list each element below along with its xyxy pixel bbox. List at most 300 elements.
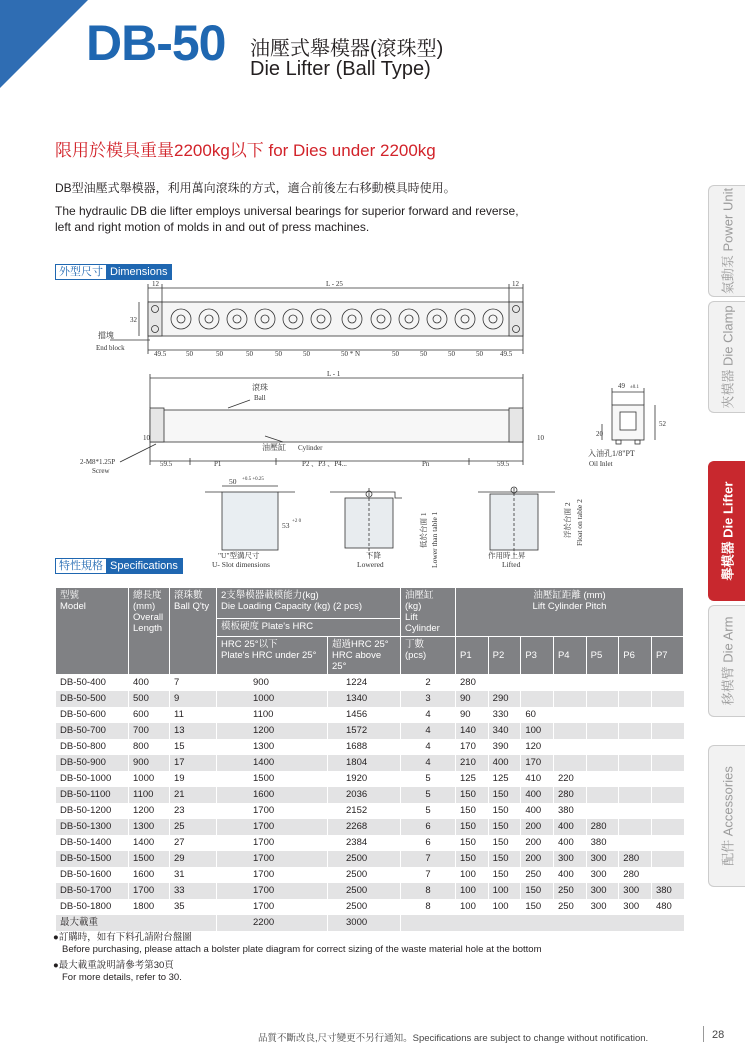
side-pmid: P2 、P3 、P4... [302,460,347,468]
th-hrc: 模板硬度 Plate's HRC [217,618,401,636]
table-cell [586,723,619,739]
table-cell [586,739,619,755]
th-model: 型號 Model [56,588,129,675]
th-p6: P6 [619,637,652,675]
table-cell: 150 [488,803,521,819]
side-tab-power-unit[interactable]: 氣動泵 Power Unit [708,185,745,297]
table-cell: 400 [521,787,554,803]
screw-label-en: Screw [92,467,110,475]
table-cell: 2036 [328,787,401,803]
table-cell: 100 [488,883,521,899]
table-cell: 1500 [217,771,328,787]
section-specifications-label [55,558,183,574]
table-cell [619,707,652,723]
table-cell: 9 [170,691,217,707]
table-cell: 1572 [328,723,401,739]
table-row [56,675,684,692]
table-cell: 31 [170,867,217,883]
cylinder-label-zh: 油壓缸 [262,443,286,452]
table-cell: 250 [553,899,586,915]
table-cell [586,675,619,692]
th-p4: P4 [553,637,586,675]
table-cell [651,739,683,755]
table-row [56,771,684,787]
table-cell: DB-50-1800 [56,899,129,915]
oil-inlet-en: Oil Inlet [589,460,613,468]
table-row [56,851,684,867]
pitch-50-i: 50 [476,350,483,358]
table-cell: 100 [521,723,554,739]
table-cell: 150 [521,883,554,899]
table-cell: 2500 [328,851,401,867]
section-dimensions-en: Dimensions [106,265,171,279]
table-cell [651,691,683,707]
table-cell: 1688 [328,739,401,755]
pitch-50-h: 50 [448,350,455,358]
pitch-50-b: 50 [216,350,223,358]
lowered-side-zh: 低於台面 1 [419,512,428,548]
th-p1: P1 [456,637,489,675]
table-cell: 1100 [217,707,328,723]
table-cell [619,755,652,771]
dim-l25: L - 25 [326,280,343,288]
table-cell: 410 [521,771,554,787]
table-cell [651,723,683,739]
table-cell: 1804 [328,755,401,771]
dim-12-right: 12 [512,280,519,288]
table-cell: DB-50-1200 [56,803,129,819]
table-cell: 300 [586,851,619,867]
table-cell: 900 [129,755,170,771]
table-cell: DB-50-900 [56,755,129,771]
slot-height: 53 [282,521,290,530]
side-tab-accessories[interactable]: 配件 Accessories [708,745,745,887]
table-cell [553,691,586,707]
th-capacity: 2支舉模器載模能力(kg) Die Loading Capacity (kg) (2 pcs) [217,588,401,619]
table-cell: 390 [488,739,521,755]
table-cell: 100 [456,883,489,899]
table-cell [651,867,683,883]
table-cell [553,723,586,739]
cylinder-label-en: Cylinder [298,444,323,452]
table-cell: 120 [521,739,554,755]
table-cell: 150 [488,819,521,835]
lowered-side-en: Lower than table 1 [430,511,439,568]
table-cell: 11 [170,707,217,723]
table-cell [488,675,521,692]
table-cell: DB-50-700 [56,723,129,739]
table-cell: 250 [553,883,586,899]
side-595-left: 59.5 [160,460,173,468]
table-cell [651,707,683,723]
table-cell: 1300 [129,819,170,835]
table-cell: 150 [456,835,489,851]
table-cell: 200 [521,851,554,867]
table-cell: 140 [456,723,489,739]
pitch-50-a: 50 [186,350,193,358]
pitch-495-right: 49.5 [500,350,513,358]
table-cell: 2500 [328,899,401,915]
note-1-zh: ●訂購時，如有下料孔請附台盤圖 [53,932,192,943]
table-cell [619,787,652,803]
table-cell: DB-50-800 [56,739,129,755]
max-load-row [56,915,684,931]
side-tab-die-clamp[interactable]: 夾模器 Die Clamp [708,301,745,413]
table-cell: 6 [401,835,456,851]
table-cell: 7 [401,867,456,883]
table-cell: 400 [488,755,521,771]
table-cell: 300 [586,899,619,915]
table-cell [619,819,652,835]
table-cell: 2500 [328,867,401,883]
max-load-cell: 2200 [217,915,328,931]
slot-label-en: U- Slot dimensions [212,560,270,569]
pitch-50-g: 50 [420,350,427,358]
table-cell: 29 [170,851,217,867]
table-cell: 4 [401,707,456,723]
table-cell: 1400 [129,835,170,851]
table-cell [651,835,683,851]
table-cell: DB-50-1700 [56,883,129,899]
table-cell: 100 [488,899,521,915]
pitch-50-d: 50 [275,350,282,358]
table-cell: 1700 [129,883,170,899]
table-row [56,707,684,723]
table-cell: 150 [456,787,489,803]
table-cell: 7 [401,851,456,867]
table-cell: 4 [401,755,456,771]
table-cell: 150 [488,851,521,867]
lifted-side-en: Float on table 2 [575,499,584,546]
lifted-zh: 作用時上昇 [488,551,526,560]
note-2-zh: ●最大載重說明請參考第30頁 [53,960,174,971]
table-row [56,867,684,883]
table-cell: 170 [521,755,554,771]
table-cell: 210 [456,755,489,771]
ball-label-en: Ball [254,394,266,402]
section-specifications-zh: 特性規格 [56,559,106,573]
table-cell [586,691,619,707]
table-row [56,883,684,899]
end-h20: 20 [596,430,603,438]
table-cell: 1100 [129,787,170,803]
lowered-en: Lowered [357,560,384,569]
end-block-zh: 擋塊 [98,331,114,340]
table-cell: 150 [488,787,521,803]
table-cell: 90 [456,707,489,723]
table-cell: 150 [456,851,489,867]
table-cell: 300 [619,899,652,915]
description-en-line1: The hydraulic DB die lifter employs universal bearings for superior forward and reverse, [55,204,519,218]
oil-inlet-zh: 入油孔1/8"PT [588,449,635,458]
pitch-50-f: 50 [392,350,399,358]
slot-width: 50 [229,477,237,486]
table-row [56,835,684,851]
table-cell: 1700 [217,883,328,899]
table-row [56,739,684,755]
table-cell [619,675,652,692]
th-qty: 丁數 (pcs) [401,637,456,675]
lifted-en: Lifted [502,560,521,569]
table-cell: DB-50-1400 [56,835,129,851]
table-cell: 1000 [129,771,170,787]
table-cell: 1700 [217,899,328,915]
table-cell: 7 [170,675,217,692]
table-cell: 8 [401,883,456,899]
pitch-50-c: 50 [246,350,253,358]
th-p5: P5 [586,637,619,675]
table-cell: 400 [129,675,170,692]
dim-10-left: 10 [143,434,150,442]
table-cell: DB-50-400 [56,675,129,692]
table-cell: DB-50-500 [56,691,129,707]
pitch-50-e: 50 [303,350,310,358]
table-row [56,787,684,803]
dim-l1: L - 1 [327,370,341,378]
page-number-divider [703,1026,704,1042]
table-cell: 5 [401,803,456,819]
table-cell [553,675,586,692]
table-cell: 150 [488,867,521,883]
side-595-right: 59.5 [497,460,510,468]
table-cell: 60 [521,707,554,723]
table-cell [651,787,683,803]
table-cell [651,675,683,692]
table-cell: 125 [456,771,489,787]
table-cell: 400 [521,803,554,819]
table-cell: 2268 [328,819,401,835]
max-load-cell [401,915,684,931]
table-cell: 4 [401,723,456,739]
table-cell [619,691,652,707]
th-hrc-low: HRC 25°以下 Plate's HRC under 25° [217,637,328,675]
table-cell: 1300 [217,739,328,755]
note-1-en: Before purchasing, please attach a bolster plate diagram for correct sizing of the waste material hole at the bottom [62,944,542,955]
table-cell [651,755,683,771]
th-balls: 滾珠數 Ball Q'ty [170,588,217,675]
ball-label-zh: 滾珠 [252,383,268,392]
section-dimensions-zh: 外型尺寸 [56,265,106,279]
table-cell: 25 [170,819,217,835]
table-cell: 2500 [328,883,401,899]
side-tab-die-lifter[interactable]: 舉模器 Die Lifter [708,461,745,601]
table-cell [651,819,683,835]
table-cell: 1800 [129,899,170,915]
table-cell: 1500 [129,851,170,867]
table-cell [586,755,619,771]
th-p2: P2 [488,637,521,675]
table-cell [521,691,554,707]
side-tab-die-arm[interactable]: 移模臂 Die Arm [708,605,745,717]
table-cell [651,771,683,787]
table-cell: 125 [488,771,521,787]
table-cell: 33 [170,883,217,899]
table-cell: 250 [521,867,554,883]
table-row [56,755,684,771]
description-en-line2: left and right motion of molds in and out of press machines. [55,220,370,234]
dim-32: 32 [130,316,137,324]
description-zh: DB型油壓式舉模器，利用萬向滾珠的方式，適合前後左右移動模具時使用。 [55,181,456,195]
table-cell: 1700 [217,803,328,819]
table-cell: 280 [619,851,652,867]
table-cell: 1600 [217,787,328,803]
table-cell: 400 [553,867,586,883]
section-specifications-en: Specifications [106,559,182,573]
table-cell: 700 [129,723,170,739]
table-cell [521,675,554,692]
table-cell [586,803,619,819]
table-cell [619,803,652,819]
side-p1: P1 [214,460,222,468]
table-cell: 800 [129,739,170,755]
table-cell: 1200 [217,723,328,739]
title-zh: 油壓式舉模器(滾珠型) [250,38,444,60]
table-row [56,723,684,739]
table-cell: 1340 [328,691,401,707]
table-cell: 1700 [217,851,328,867]
table-cell: 17 [170,755,217,771]
dim-12-left: 12 [152,280,159,288]
table-cell [651,851,683,867]
table-cell [619,739,652,755]
table-cell: 340 [488,723,521,739]
th-p7: P7 [651,637,683,675]
note-2-en: For more details, refer to 30. [62,972,182,983]
table-cell: 300 [586,867,619,883]
table-cell: 100 [456,899,489,915]
table-cell: 280 [456,675,489,692]
table-cell [553,707,586,723]
table-cell: 150 [456,819,489,835]
end-block-en: End block [96,344,125,352]
table-row [56,819,684,835]
table-cell: 900 [217,675,328,692]
table-cell: 380 [586,835,619,851]
table-cell: DB-50-1600 [56,867,129,883]
title-en: Die Lifter (Ball Type) [250,58,431,80]
table-cell: 400 [553,819,586,835]
table-cell: 1700 [217,835,328,851]
table-cell: DB-50-1100 [56,787,129,803]
table-cell: 23 [170,803,217,819]
table-cell: 290 [488,691,521,707]
lowered-zh: 下降 [366,551,381,560]
table-cell: 21 [170,787,217,803]
table-cell: 480 [651,899,683,915]
table-cell: 3 [401,691,456,707]
slot-label-zh: "U"型溝尺寸 [218,551,260,560]
screw-label: 2-M8*1.25P [80,458,116,466]
model-title: DB-50 [86,15,226,71]
table-cell [586,707,619,723]
table-cell: 2152 [328,803,401,819]
table-cell: 150 [488,835,521,851]
table-cell: 5 [401,787,456,803]
table-cell: 220 [553,771,586,787]
th-hrc-high: 超過HRC 25° HRC above 25° [328,637,401,675]
slot-width-tol: +0.5 +0.25 [242,477,264,482]
table-cell [586,771,619,787]
table-cell: 300 [553,851,586,867]
table-cell: 1700 [217,867,328,883]
end-h52: 52 [659,420,666,428]
specifications-table-body [56,675,684,932]
table-cell: 170 [456,739,489,755]
table-row [56,691,684,707]
end-width-tol: ±0.1 [630,385,639,390]
lifted-side-zh: 浮於台面 2 [563,502,572,538]
dim-10-right: 10 [537,434,544,442]
page-number: 28 [712,1029,725,1041]
table-cell: DB-50-1300 [56,819,129,835]
table-cell: 200 [521,819,554,835]
table-cell [586,787,619,803]
table-cell: 1000 [217,691,328,707]
table-cell: 300 [619,883,652,899]
table-row [56,899,684,915]
max-load-cell: 最大載重 [56,915,217,931]
footer-notice: 品質不斷改良,尺寸變更不另行通知。Specifications are subject to change without notification. [258,1033,649,1044]
table-cell: DB-50-1000 [56,771,129,787]
table-cell: 1400 [217,755,328,771]
th-length: 總長度 (mm) Overall Length [129,588,170,675]
table-cell: DB-50-1500 [56,851,129,867]
table-cell [553,739,586,755]
table-cell: 380 [553,803,586,819]
table-cell: 280 [553,787,586,803]
side-pn: Pn [422,460,430,468]
table-cell: 380 [651,883,683,899]
th-cylinder: 油壓缸 (kg) Lift Cylinder [401,588,456,637]
table-cell: 5 [401,771,456,787]
table-cell: 150 [521,899,554,915]
table-cell: 2 [401,675,456,692]
table-cell: 1700 [217,819,328,835]
table-cell: 1200 [129,803,170,819]
table-cell [651,803,683,819]
table-cell: 150 [456,803,489,819]
weight-limit-subtitle: 限用於模具重量2200kg以下 for Dies under 2200kg [55,141,436,160]
table-cell: 1456 [328,707,401,723]
table-cell: 13 [170,723,217,739]
notes [53,932,541,984]
pitch-50n: 50 * N [341,350,361,358]
table-row [56,803,684,819]
table-cell: 35 [170,899,217,915]
table-cell: 280 [586,819,619,835]
table-cell: 90 [456,691,489,707]
th-p3: P3 [521,637,554,675]
table-cell: 200 [521,835,554,851]
table-cell: DB-50-600 [56,707,129,723]
specifications-table [55,587,684,931]
table-cell: 15 [170,739,217,755]
end-width: 49 [618,382,625,390]
table-cell: 1600 [129,867,170,883]
table-cell [619,835,652,851]
table-cell [619,771,652,787]
table-cell: 19 [170,771,217,787]
table-cell: 6 [401,819,456,835]
table-cell: 400 [553,835,586,851]
slot-height-tol: +2 0 [292,519,302,524]
table-cell: 330 [488,707,521,723]
table-cell: 280 [619,867,652,883]
table-cell: 300 [586,883,619,899]
th-pitch: 油壓缸距離 (mm) Lift Cylinder Pitch [456,588,684,637]
table-cell: 2384 [328,835,401,851]
table-cell: 8 [401,899,456,915]
